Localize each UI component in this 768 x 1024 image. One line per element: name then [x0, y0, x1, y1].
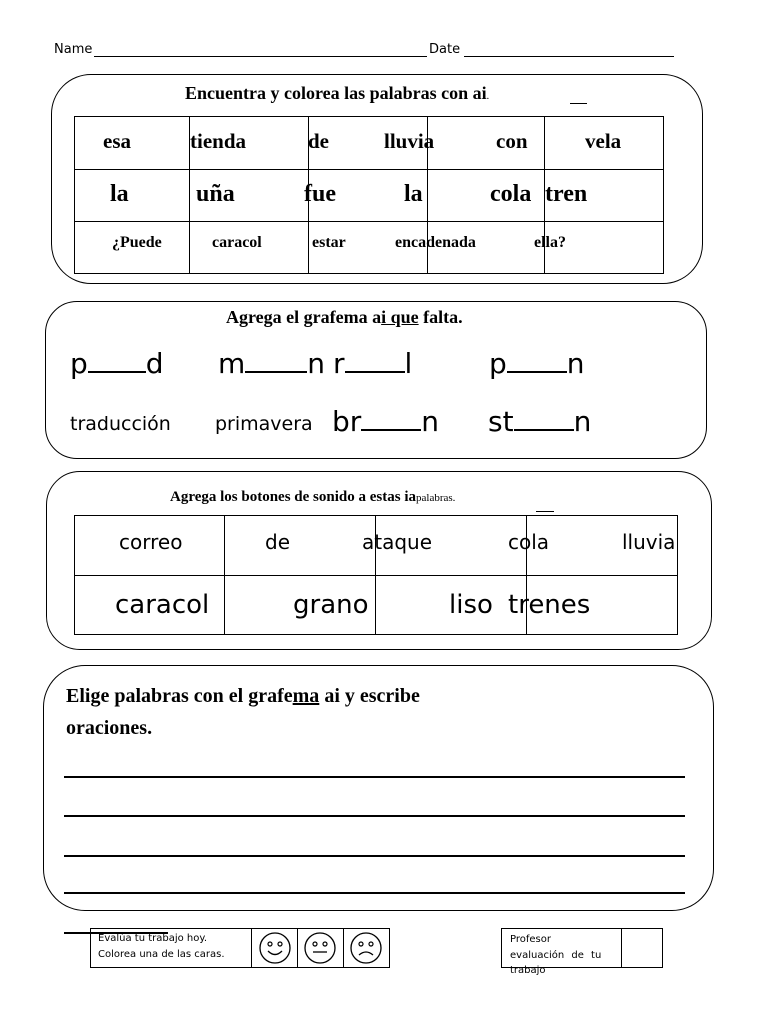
sound-word[interactable]: liso	[449, 590, 493, 620]
sound-word[interactable]: trenes	[508, 590, 591, 620]
word-cell[interactable]: estar	[312, 234, 346, 251]
section-3-title-blank	[536, 511, 554, 512]
word-cell[interactable]: lluvia	[384, 129, 435, 153]
word-prefix: r	[333, 347, 345, 380]
fill-blank[interactable]	[88, 346, 146, 373]
word-prefix: p	[489, 347, 507, 380]
sound-table-col-divider	[224, 515, 225, 635]
name-label: Name	[54, 42, 93, 57]
section-3-title-text: Agrega los botones de sonido a estas ia	[170, 489, 416, 505]
word-suffix: n	[573, 405, 592, 438]
eval-divider	[251, 928, 252, 968]
word-suffix: n	[421, 405, 440, 438]
sound-word[interactable]: lluvia	[622, 530, 676, 554]
section-4-instruction-line2: oraciones.	[66, 717, 153, 739]
sound-word[interactable]: caracol	[115, 590, 210, 620]
fill-in-word[interactable]	[332, 404, 439, 438]
word-suffix: l	[404, 347, 413, 380]
eval-divider	[343, 928, 344, 968]
word-cell[interactable]: con	[496, 129, 528, 153]
fill-blank[interactable]	[361, 404, 421, 431]
name-field-line[interactable]	[94, 56, 427, 57]
writing-line[interactable]	[64, 892, 685, 894]
writing-line[interactable]	[64, 776, 685, 778]
sound-word[interactable]: correo	[119, 530, 183, 554]
word-suffix: d	[145, 347, 164, 380]
sound-word[interactable]: cola	[508, 530, 550, 554]
fill-in-word[interactable]	[489, 346, 585, 380]
word-cell[interactable]: cola	[490, 181, 532, 207]
sound-table-row-divider	[74, 575, 678, 576]
plain-word: traducción	[70, 413, 171, 435]
neutral-face-icon[interactable]	[303, 931, 337, 965]
word-prefix: st	[488, 405, 514, 438]
section-2-title-post: falta.	[418, 307, 463, 327]
word-cell[interactable]: esa	[103, 129, 131, 153]
fill-blank[interactable]	[514, 404, 574, 431]
word-cell[interactable]: ¿Puede	[112, 234, 162, 251]
section-1-title-text: Encuentra y colorea las palabras con ai	[185, 83, 487, 103]
eval-instruction-line1: Evalúa tu trabajo hoy.	[98, 933, 208, 944]
word-table-row-divider	[74, 169, 664, 170]
sound-word[interactable]: grano	[293, 590, 369, 620]
writing-line[interactable]	[64, 855, 685, 857]
section-2-title	[226, 307, 463, 328]
word-cell[interactable]: caracol	[212, 234, 262, 251]
teacher-label-line1: Profesor	[510, 934, 551, 945]
eval-divider	[297, 928, 298, 968]
fill-in-word[interactable]	[333, 346, 412, 380]
word-cell[interactable]: tienda	[190, 129, 247, 153]
sound-word[interactable]: ataque	[362, 530, 433, 554]
word-cell[interactable]: uña	[196, 181, 235, 207]
word-prefix: br	[332, 405, 362, 438]
section-3-title	[170, 489, 455, 506]
sound-word[interactable]: de	[265, 530, 290, 554]
section-4-text-pre: Elige palabras con el grafe	[66, 685, 293, 707]
teacher-label-line3: trabajo	[510, 965, 546, 976]
word-suffix: n	[307, 347, 326, 380]
fill-in-word[interactable]	[488, 404, 591, 438]
date-label: Date	[429, 42, 461, 57]
section-2-title-mid: i que	[381, 307, 419, 327]
section-1-title-blank	[570, 103, 587, 104]
word-cell[interactable]: vela	[585, 129, 622, 153]
word-table-row-divider	[74, 221, 664, 222]
word-suffix: n	[566, 347, 585, 380]
section-3-title-small: palabras.	[416, 492, 456, 504]
section-1-title-end: .	[486, 91, 490, 102]
section-4-text-post: ai y escribe	[319, 685, 420, 707]
writing-line[interactable]	[64, 815, 685, 817]
word-cell[interactable]: encadenada	[395, 234, 476, 251]
section-1-title	[185, 83, 489, 104]
fill-in-word[interactable]	[70, 346, 164, 380]
happy-face-icon[interactable]	[258, 931, 292, 965]
section-2-title-pre: Agrega el grafema a	[226, 307, 382, 327]
sad-face-icon[interactable]	[349, 931, 383, 965]
word-cell[interactable]: de	[308, 129, 329, 153]
word-cell[interactable]: fue	[304, 181, 336, 207]
fill-blank[interactable]	[507, 346, 567, 373]
word-cell[interactable]: ella?	[534, 234, 566, 251]
word-prefix: p	[70, 347, 88, 380]
section-4-text-under: ma	[292, 685, 320, 707]
word-prefix: m	[218, 347, 246, 380]
plain-word: primavera	[215, 413, 313, 435]
word-cell[interactable]: la	[404, 181, 423, 207]
teacher-score-cell[interactable]	[622, 929, 662, 967]
fill-in-word[interactable]	[218, 346, 325, 380]
word-cell[interactable]: la	[110, 181, 129, 207]
teacher-label-line2: evaluación de tu	[510, 950, 602, 961]
date-field-line[interactable]	[464, 56, 674, 57]
eval-instruction-line2: Colorea una de las caras.	[98, 949, 225, 960]
word-cell[interactable]: tren	[545, 181, 588, 207]
fill-blank[interactable]	[345, 346, 405, 373]
section-4-instruction-line1	[66, 685, 420, 708]
fill-blank[interactable]	[245, 346, 307, 373]
